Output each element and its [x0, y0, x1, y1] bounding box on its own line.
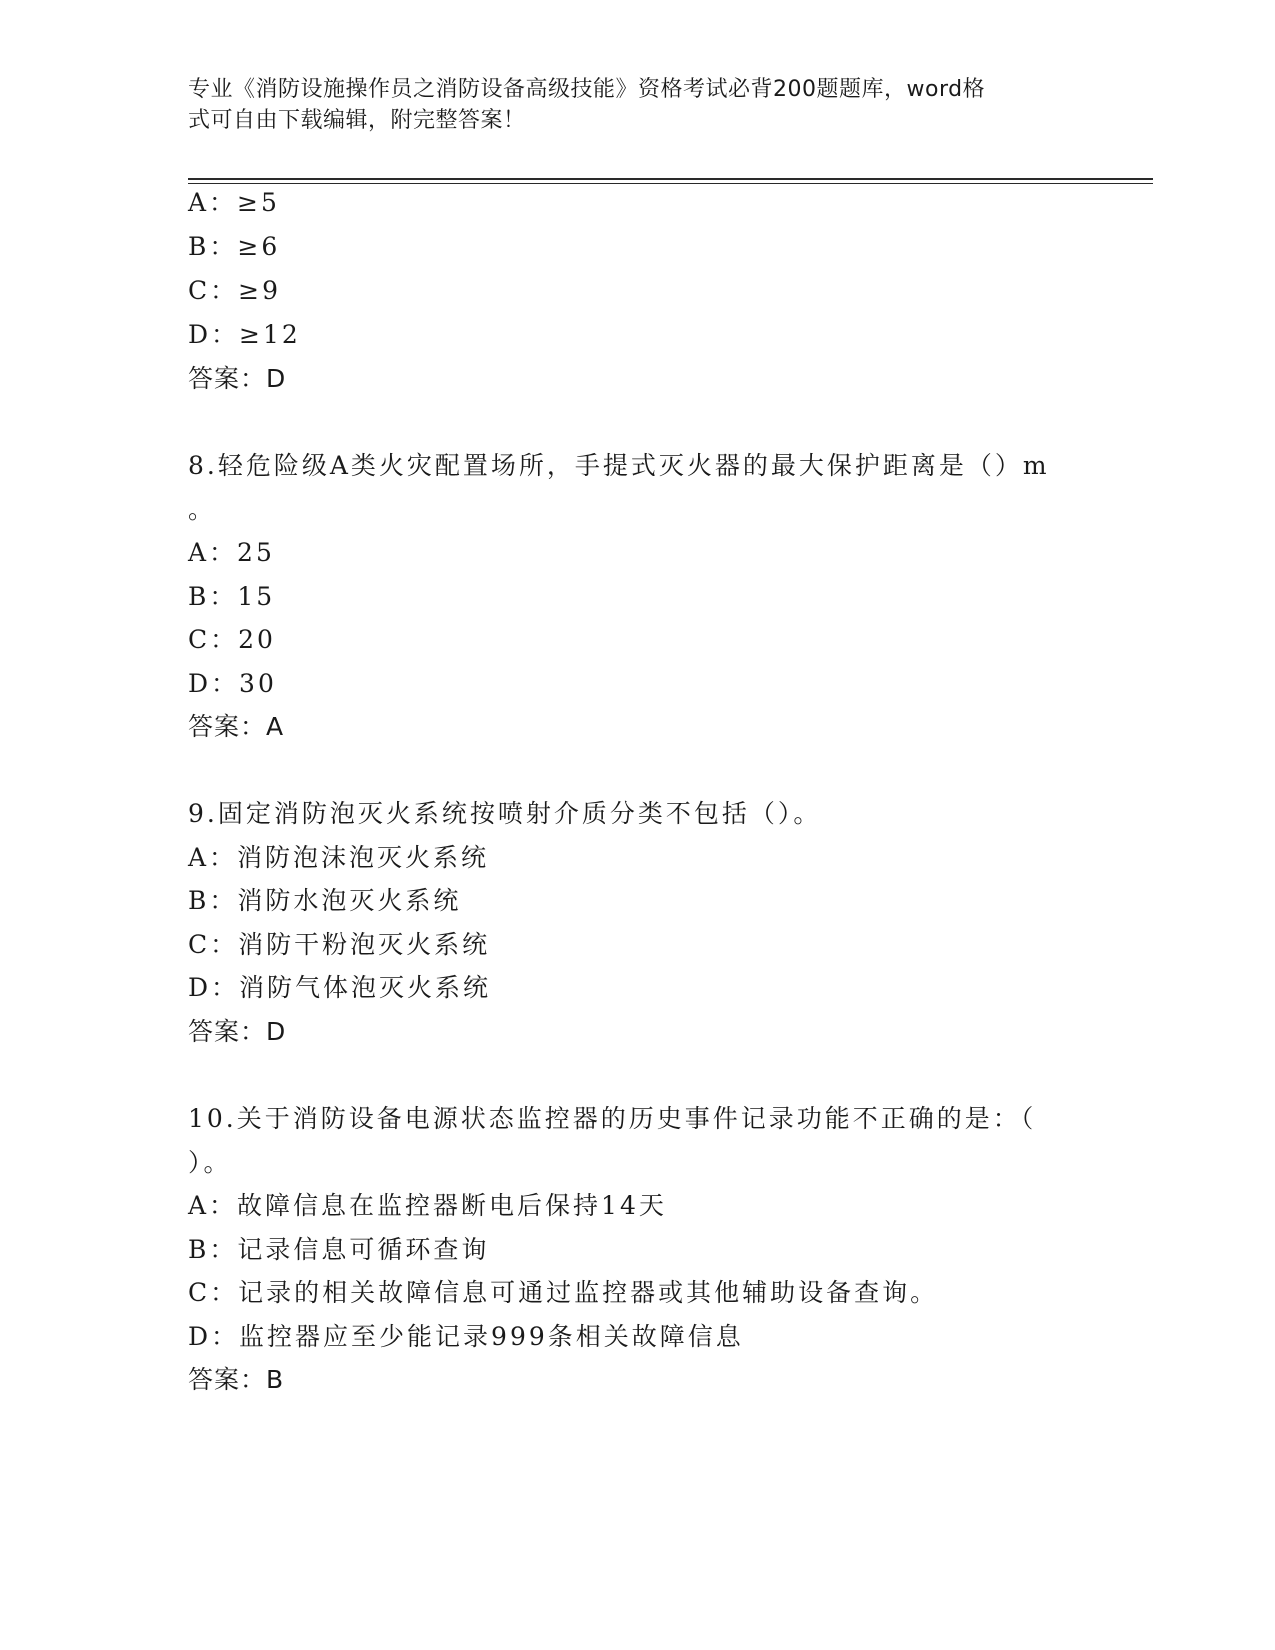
header-divider-thin: [188, 183, 1153, 184]
header-title-line-2: 式可自由下载编辑，附完整答案！: [188, 108, 526, 133]
q8-option-c: C：20: [188, 625, 276, 654]
q8-question-line-2: 。: [188, 495, 217, 524]
q9-answer: 答案：D: [188, 1017, 287, 1046]
q10-question-line-2: ）。: [188, 1148, 232, 1177]
q7-option-b: B：≥6: [188, 232, 281, 261]
q10-option-b: B：记录信息可循环查询: [188, 1235, 490, 1264]
q9-option-d: D：消防气体泡灭火系统: [188, 973, 492, 1002]
q8-option-a: A：25: [188, 538, 275, 567]
q7-option-d: D：≥12: [188, 320, 301, 349]
header-title-line-1: 专业《消防设施操作员之消防设备高级技能》资格考试必背200题题库，word格: [188, 77, 986, 102]
q8-question-line-1: 8.轻危险级A类火灾配置场所，手提式灭火器的最大保护距离是（）m: [188, 451, 1050, 480]
q9-option-a: A：消防泡沫泡灭火系统: [188, 843, 490, 872]
q7-option-a: A：≥5: [188, 188, 280, 217]
q10-option-c: C：记录的相关故障信息可通过监控器或其他辅助设备查询。: [188, 1278, 939, 1307]
q10-option-a: A：故障信息在监控器断电后保持14天: [188, 1191, 667, 1220]
q9-option-b: B：消防水泡灭火系统: [188, 886, 462, 915]
q9-option-c: C：消防干粉泡灭火系统: [188, 930, 491, 959]
document-header: [188, 74, 1068, 136]
q10-answer: 答案：B: [188, 1365, 285, 1394]
q8-answer: 答案：A: [188, 712, 285, 741]
q7-answer: 答案：D: [188, 364, 287, 393]
q8-option-b: B：15: [188, 582, 276, 611]
q9-question: 9.固定消防泡灭火系统按喷射介质分类不包括（）。: [188, 799, 822, 828]
q10-question-line-1: 10.关于消防设备电源状态监控器的历史事件记录功能不正确的是：（: [188, 1104, 1037, 1133]
q8-option-d: D：30: [188, 669, 277, 698]
q10-option-d: D：监控器应至少能记录999条相关故障信息: [188, 1322, 744, 1351]
q7-option-c: C：≥9: [188, 276, 281, 305]
header-divider-thick: [188, 178, 1153, 180]
